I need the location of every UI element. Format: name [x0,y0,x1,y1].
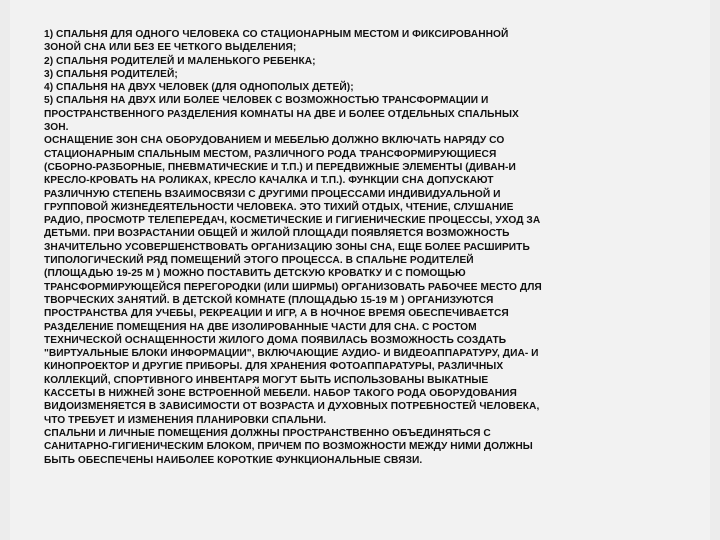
text-line: КРЕСЛО-КРОВАТЬ НА РОЛИКАХ, КРЕСЛО КАЧАЛКА И Т.П.). ФУНКЦИИ СНА ДОПУСКАЮТ [44,175,494,187]
text-line: 4) СПАЛЬНЯ НА ДВУХ ЧЕЛОВЕК (ДЛЯ ОДНОПОЛЫХ ДЕТЕЙ); [44,82,354,94]
text-line: ТЕХНИЧЕСКОЙ ОСНАЩЕННОСТИ ЖИЛОГО ДОМА ПОЯВИЛАСЬ ВОЗМОЖНОСТЬ СОЗДАТЬ [44,334,507,346]
text-line: КОЛЛЕКЦИЙ, СПОРТИВНОГО ИНВЕНТАРЯ МОГУТ БЫТЬ ИСПОЛЬЗОВАНЫ ВЫКАТНЫЕ [44,374,489,386]
text-line: 3) СПАЛЬНЯ РОДИТЕЛЕЙ; [44,68,178,80]
text-line: САНИТАРНО-ГИГИЕНИЧЕСКИМ БЛОКОМ, ПРИЧЕМ ПО ВОЗМОЖНОСТИ МЕЖДУ НИМИ ДОЛЖНЫ [44,441,533,453]
left-edge-bar [0,0,10,540]
text-line: СПАЛЬНИ И ЛИЧНЫЕ ПОМЕЩЕНИЯ ДОЛЖНЫ ПРОСТРАНСТВЕННО ОБЪЕДИНЯТЬСЯ С [44,427,491,439]
text-line: 2) СПАЛЬНЯ РОДИТЕЛЕЙ И МАЛЕНЬКОГО РЕБЕНКА; [44,55,316,67]
text-line: ПРОСТРАНСТВА ДЛЯ УЧЕБЫ, РЕКРЕАЦИИ И ИГР, А В НОЧНОЕ ВРЕМЯ ОБЕСПЕЧИВАЕТСЯ [44,308,509,320]
text-line: КАССЕТЫ В НИЖНЕЙ ЗОНЕ ВСТРОЕННОЙ МЕБЕЛИ. НАБОР ТАКОГО РОДА ОБОРУДОВАНИЯ [44,388,517,400]
text-line: (СБОРНО-РАЗБОРНЫЕ, ПНЕВМАТИЧЕСКИЕ И Т.П.) И ПЕРЕДВИЖНЫЕ ЭЛЕМЕНТЫ (ДИВАН-И [44,161,516,173]
text-line: ВИДОИЗМЕНЯЕТСЯ В ЗАВИСИМОСТИ ОТ ВОЗРАСТА И ДУХОВНЫХ ПОТРЕБНОСТЕЙ ЧЕЛОВЕКА, [44,401,540,413]
text-line: ДЕТЬМИ. ПРИ ВОЗРАСТАНИИ ОБЩЕЙ И ЖИЛОЙ ПЛОЩАДИ ПОЯВЛЯЕТСЯ ВОЗМОЖНОСТЬ [44,228,510,240]
text-line: ТВОРЧЕСКИХ ЗАНЯТИЙ. В ДЕТСКОЙ КОМНАТЕ (ПЛОЩАДЬЮ 15-19 М ) ОРГАНИЗУЮТСЯ [44,294,494,306]
text-line: ЗНАЧИТЕЛЬНО УСОВЕРШЕНСТВОВАТЬ ОРГАНИЗАЦИЮ ЗОНЫ СНА, ЕЩЕ БОЛЕЕ РАСШИРИТЬ [44,241,530,253]
text-line: "ВИРТУАЛЬНЫЕ БЛОКИ ИНФОРМАЦИИ", ВКЛЮЧАЮЩИЕ АУДИО- И ВИДЕОАППАРАТУРУ, ДИА- И [44,348,539,360]
text-line: ГРУППОВОЙ ЖИЗНЕДЕЯТЕЛЬНОСТИ ЧЕЛОВЕКА. ЭТО ТИХИЙ ОТДЫХ, ЧТЕНИЕ, СЛУШАНИЕ [44,201,514,213]
text-line: РАДИО, ПРОСМОТР ТЕЛЕПЕРЕДАЧ, КОСМЕТИЧЕСКИЕ И ГИГИЕНИЧЕСКИЕ ПРОЦЕССЫ, УХОД ЗА [44,215,541,227]
text-line: ПРОСТРАНСТВЕННОГО РАЗДЕЛЕНИЯ КОМНАТЫ НА ДВЕ И БОЛЕЕ ОТДЕЛЬНЫХ СПАЛЬНЫХ [44,108,519,120]
text-line: (ПЛОЩАДЬЮ 19-25 М ) МОЖНО ПОСТАВИТЬ ДЕТСКУЮ КРОВАТКУ И С ПОМОЩЬЮ [44,268,466,280]
text-line: КИНОПРОЕКТОР И ДРУГИЕ ПРИБОРЫ. ДЛЯ ХРАНЕНИЯ ФОТОАППАРАТУРЫ, РАЗЛИЧНЫХ [44,361,504,373]
text-line: ЗОН. [44,122,69,134]
text-line: ТИПОЛОГИЧЕСКИЙ РЯД ПОМЕЩЕНИЙ ЭТОГО ПРОЦЕССА. В СПАЛЬНЕ РОДИТЕЛЕЙ [44,255,474,267]
text-line: ТРАНСФОРМИРУЮЩЕЙСЯ ПЕРЕГОРОДКИ (ИЛИ ШИРМЫ) ОРГАНИЗОВАТЬ РАБОЧЕЕ МЕСТО ДЛЯ [44,281,542,293]
text-line: ЧТО ТРЕБУЕТ И ИЗМЕНЕНИЯ ПЛАНИРОВКИ СПАЛЬНИ. [44,414,327,426]
text-line: РАЗЛИЧНУЮ СТЕПЕНЬ ВЗАИМОСВЯЗИ С ДРУГИМИ ПРОЦЕССАМИ ИНДИВИДУАЛЬНОЙ И [44,188,501,200]
text-line: ОСНАЩЕНИЕ ЗОН СНА ОБОРУДОВАНИЕМ И МЕБЕЛЬЮ ДОЛЖНО ВКЛЮЧАТЬ НАРЯДУ СО [44,135,505,147]
text-line: ЗОНОЙ СНА ИЛИ БЕЗ ЕЕ ЧЕТКОГО ВЫДЕЛЕНИЯ; [44,42,297,54]
text-line: 1) СПАЛЬНЯ ДЛЯ ОДНОГО ЧЕЛОВЕКА СО СТАЦИОНАРНЫМ МЕСТОМ И ФИКСИРОВАННОЙ [44,29,509,40]
slide-body-text [44,28,652,467]
text-line: БЫТЬ ОБЕСПЕЧЕНЫ НАИБОЛЕЕ КОРОТКИЕ ФУНКЦИОНАЛЬНЫЕ СВЯЗИ. [44,454,423,466]
right-edge-bar [710,0,720,540]
text-line: СТАЦИОНАРНЫМ СПАЛЬНЫМ МЕСТОМ, РАЗЛИЧНОГО РОДА ТРАНСФОРМИРУЮЩИЕСЯ [44,148,497,160]
text-line: 5) СПАЛЬНЯ НА ДВУХ ИЛИ БОЛЕЕ ЧЕЛОВЕК С ВОЗМОЖНОСТЬЮ ТРАНСФОРМАЦИИ И [44,95,489,107]
text-line: РАЗДЕЛЕНИЕ ПОМЕЩЕНИЯ НА ДВЕ ИЗОЛИРОВАННЫЕ ЧАСТИ ДЛЯ СНА. С РОСТОМ [44,321,477,333]
